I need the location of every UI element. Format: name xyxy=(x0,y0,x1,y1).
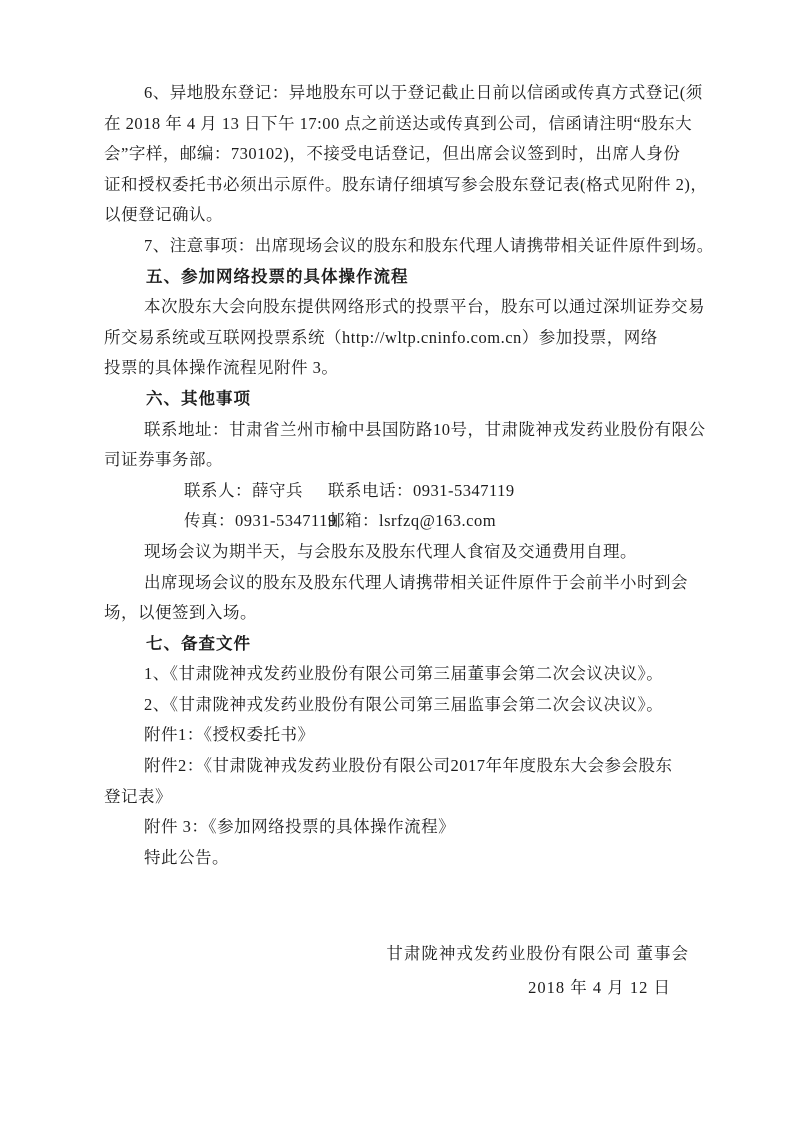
contact-line-1-left: 联系人：薛守兵 xyxy=(184,480,303,500)
contact-line-1-right: 联系电话：0931-5347119 xyxy=(328,480,515,500)
attachment-3: 附件 3：《参加网络投票的具体操作流程》 xyxy=(144,817,456,837)
para-6-remote-registration: 6、异地股东登记：异地股东可以于登记截止日前以信函或传真方式登记(须 xyxy=(144,83,703,102)
section-5-line-1: 本次股东大会向股东提供网络形式的投票平台，股东可以通过深圳证券交易 xyxy=(144,297,705,317)
para-6-line-3: 会”字样，邮编：730102)，不接受电话登记，但出席会议签到时，出席人身份 xyxy=(104,144,681,164)
section-heading-6: 六、其他事项 xyxy=(146,389,251,408)
attachment-2-line-1: 附件2：《甘肃陇神戎发药业股份有限公司2017年年度股东大会参会股东 xyxy=(144,756,673,776)
meeting-duration-note: 现场会议为期半天，与会股东及股东代理人食宿及交通费用自理。 xyxy=(144,541,637,561)
section-heading-7: 七、备查文件 xyxy=(146,634,251,653)
contact-address-line-1: 联系地址：甘肃省兰州市榆中县国防路10号，甘肃陇神戎发药业股份有限公 xyxy=(144,419,706,439)
reference-doc-2: 2、《甘肃陇神戎发药业股份有限公司第三届监事会第二次会议决议》。 xyxy=(144,694,664,714)
signature-date: 2018 年 4 月 12 日 xyxy=(528,978,671,998)
arrival-note-line-1: 出席现场会议的股东及股东代理人请携带相关证件原件于会前半小时到会 xyxy=(144,572,688,592)
para-6-line-4: 证和授权委托书必须出示原件。股东请仔细填写参会股东登记表(格式见附件 2)， xyxy=(104,174,708,194)
section-5-line-2: 所交易系统或互联网投票系统（http://wltp.cninfo.com.cn）参加投票，网络 xyxy=(104,327,658,347)
contact-line-1 xyxy=(104,476,693,507)
announcement-closing: 特此公告。 xyxy=(144,847,229,867)
document-body xyxy=(104,78,714,1004)
contact-line-2-right: 邮箱：lsrfzq@163.com xyxy=(328,511,497,531)
signature-company: 甘肃陇神戎发药业股份有限公司 董事会 xyxy=(386,944,689,964)
section-heading-5: 五、参加网络投票的具体操作流程 xyxy=(146,267,409,286)
attachment-2-line-2: 登记表》 xyxy=(104,786,172,806)
reference-doc-1: 1、《甘肃陇神戎发药业股份有限公司第三届董事会第二次会议决议》。 xyxy=(144,664,664,684)
contact-line-2 xyxy=(104,506,693,537)
para-7-notes: 7、注意事项：出席现场会议的股东和股东代理人请携带相关证件原件到场。 xyxy=(144,235,714,255)
contact-address-line-2: 司证券事务部。 xyxy=(104,450,223,470)
contact-line-2-left: 传真：0931-5347119 xyxy=(184,511,337,531)
arrival-note-line-2: 场，以便签到入场。 xyxy=(104,603,257,623)
para-6-line-2: 在 2018 年 4 月 13 日下午 17:00 点之前送达或传真到公司，信函请注明“股东大 xyxy=(104,113,693,133)
attachment-1: 附件1：《授权委托书》 xyxy=(144,725,315,745)
section-5-line-3: 投票的具体操作流程见附件 3。 xyxy=(104,358,339,378)
para-6-line-5: 以便登记确认。 xyxy=(104,205,223,225)
